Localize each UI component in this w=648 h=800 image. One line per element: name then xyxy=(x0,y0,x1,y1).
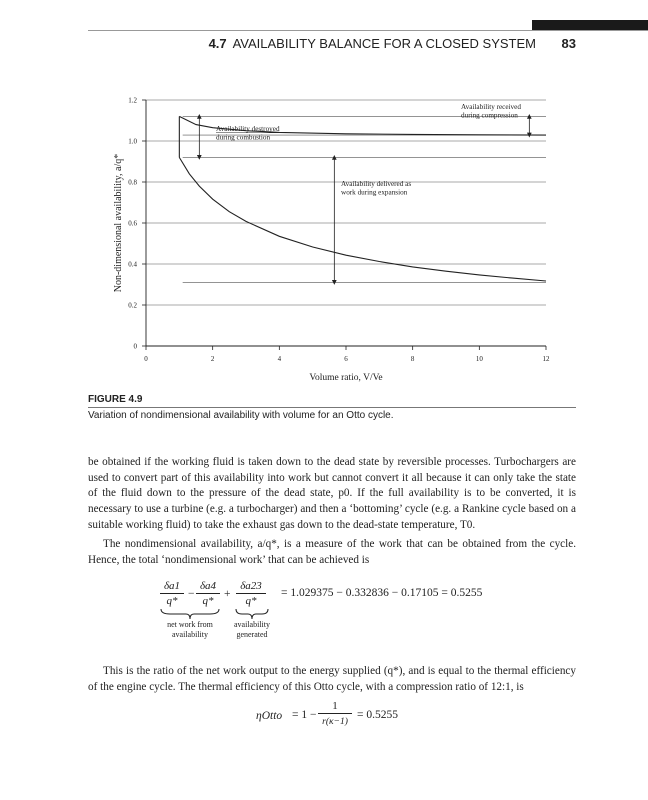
equation-rhs: = 1.029375 − 0.332836 − 0.17105 = 0.5255 xyxy=(281,587,483,599)
section-heading: 4.7 AVAILABILITY BALANCE FOR A CLOSED SYSTEM xyxy=(208,36,536,51)
figure-rule xyxy=(88,407,576,408)
series-line-expansion xyxy=(179,157,546,281)
y-axis-label: Non-dimensional availability, a/q* xyxy=(113,153,124,293)
annotation-2-line-1: work during expansion xyxy=(341,188,408,197)
frac-da4: δa4 q* xyxy=(196,580,220,607)
frac-da23: δa23 q* xyxy=(236,580,266,607)
minus-sign: − xyxy=(188,588,195,600)
y-tick-label-2: 0.4 xyxy=(128,260,137,269)
paragraph-2: The nondimensional availability, a/q*, is a measure of the work that can be obtained from the cycle. Hence, the total ‘nondimensional work’ that can be achieved is xyxy=(88,538,576,566)
y-tick-label-4: 0.8 xyxy=(128,178,137,187)
x-axis-label: Volume ratio, V/Ve xyxy=(309,373,383,383)
frac-efficiency: 1 r(κ−1) xyxy=(318,700,352,727)
figure-label: FIGURE 4.9 xyxy=(88,394,143,405)
one-minus: = 1 − xyxy=(292,709,317,721)
y-tick-label-1: 0.2 xyxy=(128,301,137,310)
annotation-0-line-0: Availability received xyxy=(461,103,521,112)
x-tick-label-6: 12 xyxy=(542,355,550,363)
paragraph-1: be obtained if the working fluid is taken down to the dead state by reversible processes. Turbochargers are used to convert part of this availability into work but cannot convert it all because it can only take the state of the fluid down to the pressure of the dead state, p0. If the full availability is to be converted, it is necessary to use a turbine (e.g. a turbocharger) and then a ‘bottoming’ cycle (e.g. a Rankine cycle based on a suitable working fluid) to take the exhaust gas down to the dead-state temperature, T0. xyxy=(88,456,576,531)
efficiency-rhs: = 0.5255 xyxy=(357,709,398,721)
underbraces xyxy=(160,608,270,620)
x-tick-label-5: 10 xyxy=(475,355,483,363)
paragraph-3: This is the ratio of the net work output to the energy supplied (q*), and is equal to the thermal efficiency of the engine cycle. The thermal efficiency of this Otto cycle, with a compression ratio of 12:1, is xyxy=(88,665,576,693)
annotation-0-line-1: during compression xyxy=(461,111,518,120)
brace-label-net-work: net work from availability xyxy=(167,620,213,639)
page-number: 83 xyxy=(561,36,576,51)
brace-label-generated: availability generated xyxy=(234,620,270,639)
x-tick-label-0: 0 xyxy=(144,355,148,363)
eta-otto: ηOtto xyxy=(256,710,283,722)
x-tick-label-4: 8 xyxy=(410,355,415,363)
annotation-2-line-0: Availability delivered as xyxy=(341,180,412,189)
y-tick-label-0: 0 xyxy=(133,342,137,351)
annotation-1-line-0: Availability destroyed xyxy=(216,124,280,133)
figure-caption: Variation of nondimensional availability with volume for an Otto cycle. xyxy=(88,410,394,421)
y-tick-label-5: 1.0 xyxy=(128,137,137,146)
y-tick-label-3: 0.6 xyxy=(128,219,137,228)
x-tick-label-1: 2 xyxy=(210,355,215,363)
frac-da1: δa1 q* xyxy=(160,580,184,607)
plus-sign: + xyxy=(224,588,231,600)
x-tick-label-3: 6 xyxy=(344,355,348,363)
y-tick-label-6: 1.2 xyxy=(128,96,137,105)
x-tick-label-2: 4 xyxy=(277,355,282,363)
annotation-1-line-1: during combustion xyxy=(216,133,271,142)
